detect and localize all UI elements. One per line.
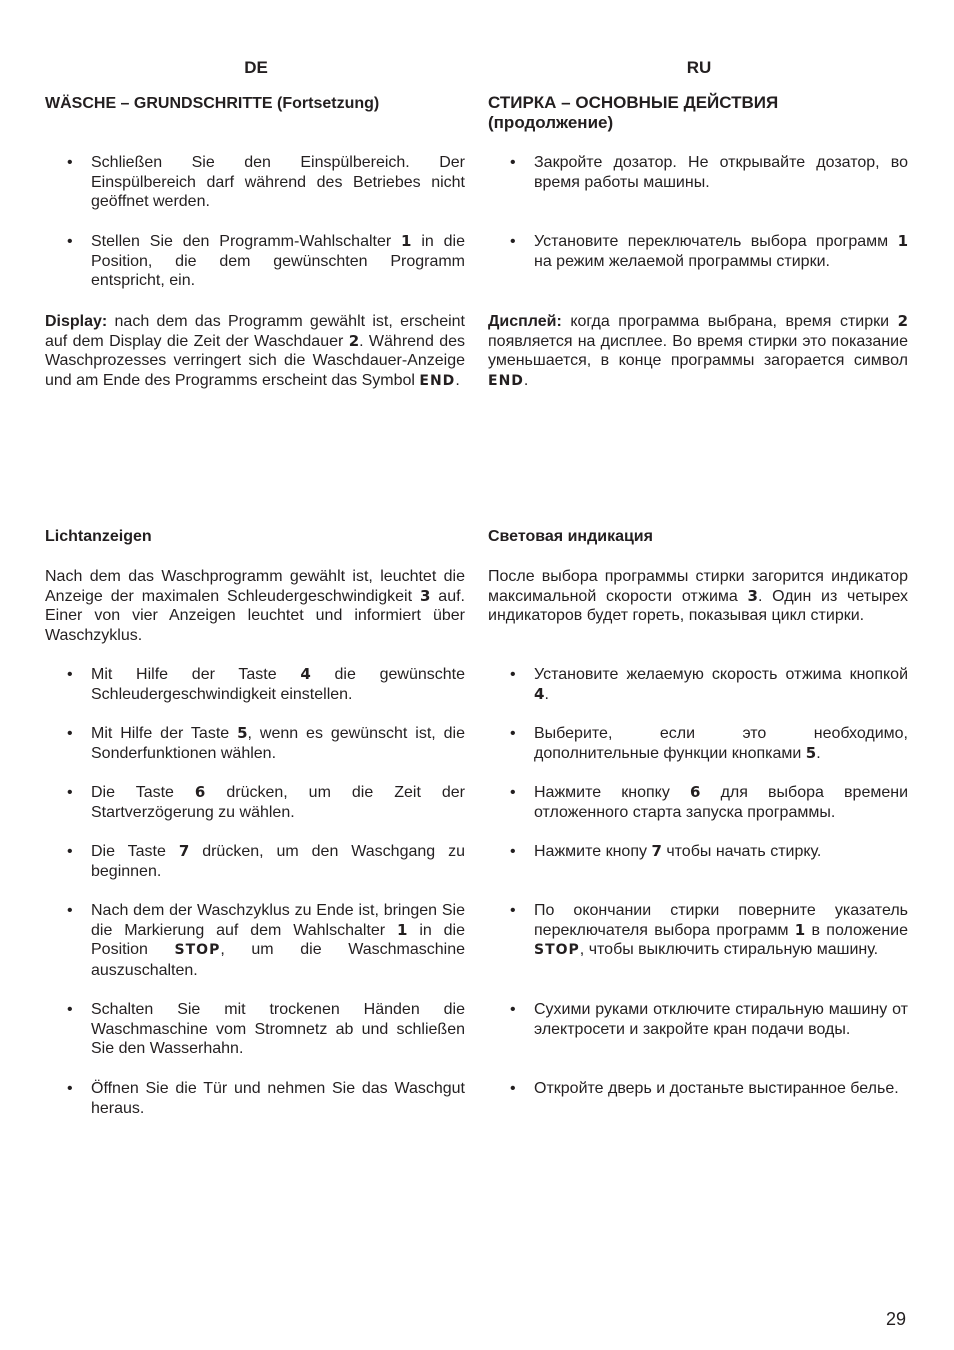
bullet-icon: • bbox=[67, 666, 73, 683]
list-item-text: в положение bbox=[805, 921, 909, 939]
control-number: 4 bbox=[300, 665, 311, 683]
control-number: 7 bbox=[178, 842, 190, 860]
list-item bbox=[488, 665, 908, 704]
end-symbol: END bbox=[488, 372, 524, 389]
control-number: 1 bbox=[794, 920, 806, 939]
list-item bbox=[488, 153, 908, 192]
intro-paragraph bbox=[45, 567, 465, 645]
paragraph-text: . Während des Waschprozesses verringert sich die Waschdauer-Anzeige und am Ende des Programms erscheint das Symbol bbox=[45, 332, 465, 389]
paragraph-text: nach dem das Programm gewählt ist, erscheint auf dem Display die Zeit der Waschdauer bbox=[45, 313, 465, 350]
list-item-text: in die Position bbox=[91, 921, 466, 958]
bullet-icon: • bbox=[67, 1001, 73, 1018]
list-item bbox=[488, 724, 908, 763]
paragraph-text: появляется на дисплее. Во время стирки это показание уменьшается, в конце программы загорается символ bbox=[488, 332, 908, 369]
control-number: 7 bbox=[651, 842, 662, 860]
control-number: 6 bbox=[690, 783, 701, 801]
section-heading-basic-steps bbox=[488, 93, 908, 132]
bullet-icon: • bbox=[510, 784, 516, 801]
list-item-text: Установите желаемую скорость отжима кнопкой bbox=[534, 666, 908, 683]
end-symbol: END bbox=[419, 372, 456, 389]
paragraph-text: Nach dem das Waschprogramm gewählt ist, leuchtet die Anzeige der maximalen Schleudergeschwindigkeit bbox=[45, 568, 465, 605]
list-item-text: drücken, um den Waschgang zu beginnen. bbox=[91, 843, 465, 880]
list-item bbox=[488, 1000, 908, 1039]
paragraph-text: После выбора программы стирки загорится индикатор максимальной скорости отжима bbox=[488, 568, 908, 605]
bullet-icon: • bbox=[510, 902, 516, 919]
page-number: 29 bbox=[886, 1309, 907, 1329]
heading-line: (продолжение) bbox=[488, 112, 614, 132]
paragraph-text: . bbox=[523, 371, 529, 389]
list-item-text: , чтобы выключить стиральную машину. bbox=[579, 941, 879, 958]
list-item-text: Нажмите кнопку bbox=[534, 784, 690, 801]
bullet-icon: • bbox=[67, 843, 73, 860]
control-number: 2 bbox=[348, 331, 360, 350]
control-number: 3 bbox=[747, 586, 758, 605]
list-item-text: Установите переключатель выбора программ bbox=[534, 233, 898, 250]
control-number: 1 bbox=[897, 232, 908, 250]
list-item bbox=[45, 153, 465, 212]
paragraph-text: когда программа выбрана, время стирки bbox=[561, 313, 898, 330]
list-item-text: По окончании стирки поверните указатель переключателя выбора программ bbox=[534, 902, 908, 939]
bullet-icon: • bbox=[510, 843, 516, 860]
list-item-text: , um die Waschmaschine auszuschalten. bbox=[91, 941, 465, 979]
list-item-text: Schließen Sie den Einspülbereich. Der Einspülbereich darf während des Betriebes nicht geöffnet werden. bbox=[91, 154, 465, 210]
bullet-icon: • bbox=[510, 666, 516, 683]
language-label-de: DE bbox=[244, 58, 268, 77]
paragraph-text: auf. Einer von vier Anzeigen leuchtet und informiert über Waschzyklus. bbox=[45, 587, 465, 644]
bullet-icon: • bbox=[510, 1001, 516, 1018]
list-item-text: Mit Hilfe der Taste bbox=[91, 666, 301, 683]
list-item-text: на режим желаемой программы стирки. bbox=[534, 252, 830, 270]
bullet-icon: • bbox=[510, 154, 516, 171]
list-item bbox=[488, 232, 908, 271]
bullet-icon: • bbox=[67, 902, 73, 919]
display-paragraph bbox=[488, 312, 908, 391]
list-item-text: Mit Hilfe der Taste bbox=[91, 725, 238, 742]
list-item bbox=[45, 842, 465, 881]
list-item-text: . bbox=[544, 685, 549, 703]
list-item bbox=[45, 1079, 465, 1118]
list-item bbox=[488, 783, 908, 822]
paragraph-text: . bbox=[455, 371, 460, 389]
list-item bbox=[488, 1079, 908, 1099]
list-item bbox=[45, 901, 465, 980]
list-item-text: Нажмите кнопу bbox=[534, 843, 652, 860]
intro-paragraph bbox=[488, 567, 908, 626]
list-item-text: die gewünschte Schleudergeschwindigkeit einstellen. bbox=[91, 666, 465, 703]
bullet-icon: • bbox=[67, 233, 73, 250]
control-number: 6 bbox=[194, 783, 206, 801]
list-item-text: Сухими руками отключите стиральную машину от электросети и закройте кран подачи воды. bbox=[534, 1001, 908, 1038]
stop-symbol: STOP bbox=[174, 942, 221, 958]
bullet-icon: • bbox=[67, 784, 73, 801]
control-number: 4 bbox=[534, 684, 545, 703]
list-item-text: Die Taste bbox=[91, 784, 195, 801]
list-item-text: Schalten Sie mit trockenen Händen die Waschmaschine vom Stromnetz ab und schließen Sie den Wasserhahn. bbox=[91, 1001, 465, 1057]
control-number: 5 bbox=[237, 724, 248, 742]
list-item bbox=[45, 783, 465, 822]
list-item-text: чтобы начать стирку. bbox=[661, 843, 822, 860]
list-item-text: Stellen Sie den Programm-Wahlschalter bbox=[91, 233, 402, 250]
list-item-text: . bbox=[816, 744, 821, 762]
list-item bbox=[45, 724, 465, 763]
list-item bbox=[488, 901, 908, 961]
list-item-text: для выбора времени отложенного старта запуска программы. bbox=[534, 784, 909, 821]
control-number: 5 bbox=[805, 743, 817, 762]
list-item-text: , wenn es gewünscht ist, die Sonderfunktionen wählen. bbox=[91, 725, 466, 762]
control-number: 1 bbox=[401, 232, 412, 250]
bullet-icon: • bbox=[67, 725, 73, 742]
list-item-text: Nach dem der Waschzyklus zu Ende ist, bringen Sie die Markierung auf dem Wahlschalter bbox=[91, 902, 465, 939]
display-label: Дисплей: bbox=[488, 313, 562, 330]
paragraph-text: . Один из четырех индикаторов будет гореть, показывая цикл стирки. bbox=[488, 587, 908, 624]
bullet-icon: • bbox=[510, 725, 516, 742]
list-item bbox=[45, 232, 465, 291]
display-label: Display: bbox=[45, 313, 108, 330]
list-item bbox=[45, 665, 465, 704]
control-number: 1 bbox=[397, 920, 408, 939]
control-number: 3 bbox=[419, 586, 431, 605]
language-label-ru: RU bbox=[686, 58, 712, 77]
list-item-text: Выберите, если это необходимо, дополнительные функции кнопками bbox=[534, 725, 908, 762]
bullet-icon: • bbox=[67, 154, 73, 171]
section-heading-basic-steps: WÄSCHE – GRUNDSCHRITTE (Fortsetzung) bbox=[45, 95, 380, 112]
list-item bbox=[488, 842, 908, 862]
display-paragraph bbox=[45, 312, 465, 391]
bullet-icon: • bbox=[67, 1080, 73, 1097]
bullet-icon: • bbox=[510, 233, 516, 250]
list-item bbox=[45, 1000, 465, 1059]
list-item-text: Откройте дверь и достаньте выстиранное белье. bbox=[534, 1080, 899, 1097]
list-item-text: Die Taste bbox=[91, 843, 179, 860]
section-heading-indicators: Световая индикация bbox=[488, 528, 653, 545]
section-heading-indicators: Lichtanzeigen bbox=[45, 528, 152, 545]
list-item-text: in die Position, die dem gewünschten Programm entspricht, ein. bbox=[91, 233, 465, 289]
stop-symbol: STOP bbox=[534, 942, 580, 958]
list-item-text: drücken, um die Zeit der Startverzögerung zu wählen. bbox=[91, 784, 465, 821]
list-item-text: Закройте дозатор. Не открывайте дозатор, во время работы машины. bbox=[534, 154, 908, 191]
list-item-text: Öffnen Sie die Tür und nehmen Sie das Waschgut heraus. bbox=[91, 1080, 465, 1117]
heading-line: СТИРКА – ОСНОВНЫЕ ДЕЙСТВИЯ bbox=[488, 93, 779, 112]
bullet-icon: • bbox=[510, 1080, 516, 1097]
control-number: 2 bbox=[897, 312, 908, 330]
